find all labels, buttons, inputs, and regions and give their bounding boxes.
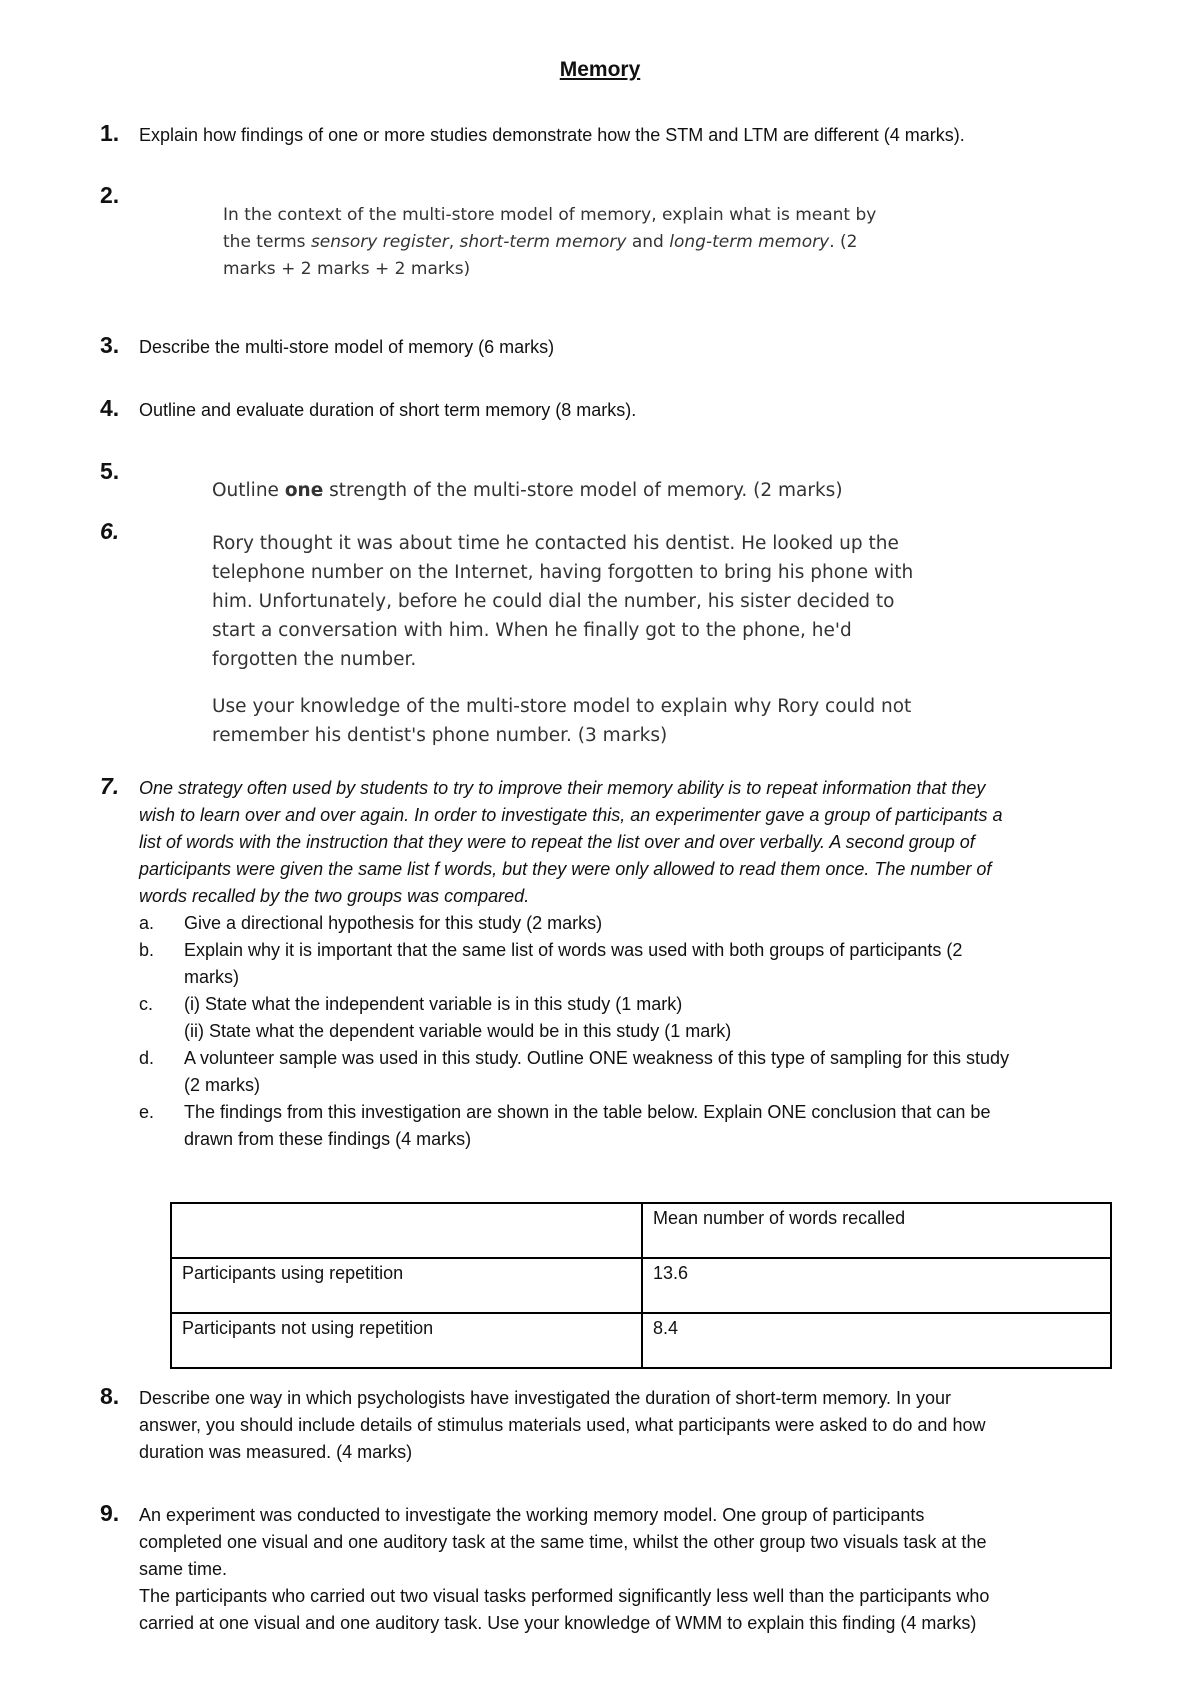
table-row — [171, 1258, 1111, 1313]
page-title: Memory — [559, 58, 641, 81]
table-cell: 8.4 — [642, 1313, 1111, 1368]
question-2-line: the terms sensory register, short-term memory and long-term memory. (2 — [223, 232, 858, 252]
question-5-number: 5. — [100, 458, 120, 484]
question-4-text: Outline and evaluate duration of short term memory (8 marks). — [139, 400, 637, 420]
question-7-subparts: a. Give a directional hypothesis for this study (2 marks) b. Explain why it is important that the same list of words was used with both groups of participants (2 marks) c. (i) State what the independent variable is in this study (1 mark) (ii) State what the dependent variable would be in this study (1 mark) d. A volunteer sample was used in this study. Outline ONE weakness of this type of sampling for this study (2 marks) e. The findings from this investigation are shown in the table below. Explain ONE conclusion that can be drawn from these findings (4 marks) — [139, 913, 1010, 1149]
question-2-line: marks + 2 marks + 2 marks) — [223, 259, 471, 279]
question-3-text: Describe the multi-store model of memory (6 marks) — [139, 337, 555, 357]
table-cell: 13.6 — [642, 1258, 1111, 1313]
table-cell: Participants using repetition — [171, 1258, 642, 1313]
question-2-line: In the context of the multi-store model of memory, explain what is meant by — [223, 205, 877, 225]
question-1-number: 1. — [100, 120, 120, 146]
question-2-number: 2. — [100, 182, 120, 208]
question-6-number: 6. — [100, 518, 120, 544]
question-5-text: Outline one strength of the multi-store model of memory. (2 marks) — [212, 480, 843, 501]
table-row — [171, 1313, 1111, 1368]
table-cell: Mean number of words recalled — [642, 1203, 1111, 1258]
question-3-number: 3. — [100, 332, 120, 358]
question-9-number: 9. — [100, 1500, 120, 1526]
table-cell: Participants not using repetition — [171, 1313, 642, 1368]
table-header-row — [171, 1203, 1111, 1258]
question-9-text: An experiment was conducted to investigate the working memory model. One group of participants completed one visual and one auditory task at the same time, whilst the other group two visuals task at the same time. The participants who carried out two visual tasks performed significantly less well than the participants who carried at one visual and one auditory task. Use your knowledge of WMM to explain this finding (4 marks) — [139, 1505, 990, 1633]
question-7-stem: One strategy often used by students to try to improve their memory ability is to repeat information that they wish to learn over and over again. In order to investigate this, an experimenter gave a group of participants a list of words with the instruction that they were to repeat the list over and over verbally. A second group of participants were given the same list f words, but they were only allowed to read them once. The number of words recalled by the two groups was compared. — [139, 778, 1003, 906]
question-6-text: Rory thought it was about time he contacted his dentist. He looked up the telephone number on the Internet, having forgotten to bring his phone with him. Unfortunately, before he could dial the number, his sister decided to start a conversation with him. When he finally got to the phone, he'd forgotten the number. Use your knowledge of the multi-store model to explain why Rory could not remember his dentist's phone number. (3 marks) — [212, 533, 914, 746]
question-1-text: Explain how findings of one or more studies demonstrate how the STM and LTM are different (4 marks). — [139, 125, 965, 145]
table-cell — [171, 1203, 642, 1258]
results-table — [170, 1202, 1112, 1369]
question-8-number: 8. — [100, 1383, 120, 1409]
question-2-text — [223, 202, 983, 283]
question-4-number: 4. — [100, 395, 120, 421]
question-8-text: Describe one way in which psychologists have investigated the duration of short-term memory. In your answer, you should include details of stimulus materials used, what participants were asked to do and how duration was measured. (4 marks) — [139, 1388, 986, 1462]
question-7-number: 7. — [100, 773, 120, 799]
